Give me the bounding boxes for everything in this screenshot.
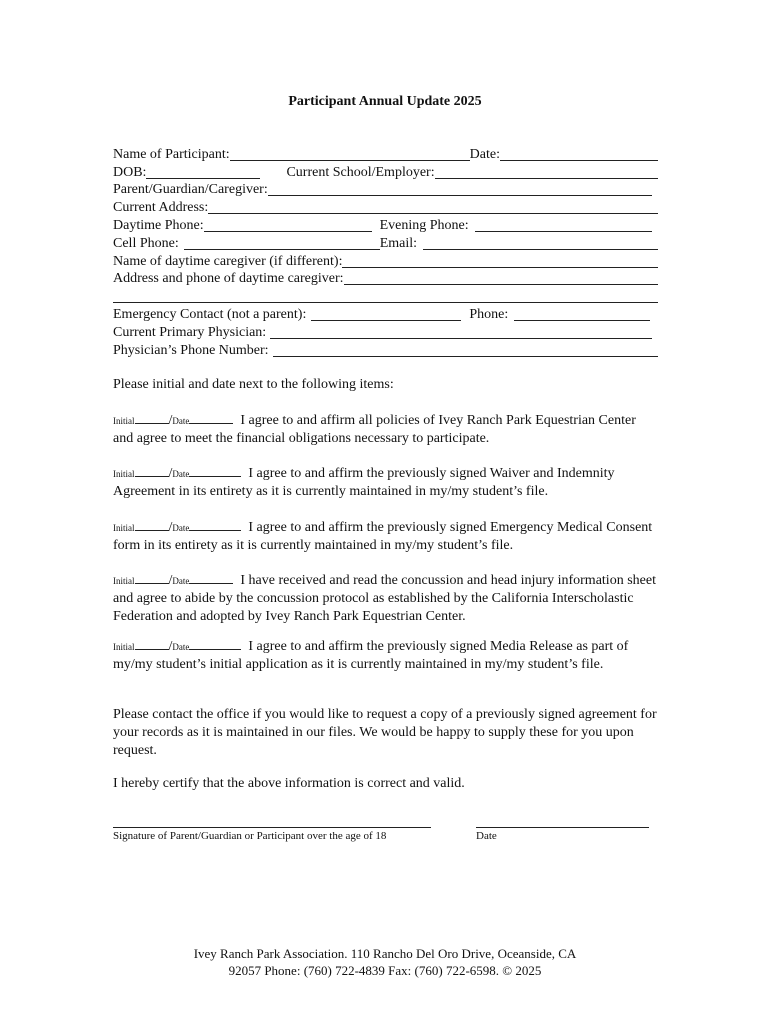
daytime-phone-label: Daytime Phone: <box>113 217 204 233</box>
initial-label: Initial <box>113 416 135 426</box>
initial-field-2[interactable] <box>135 465 169 477</box>
footer-line-2: 92057 Phone: (760) 722-4839 Fax: (760) 722-6598. © 2025 <box>228 963 542 978</box>
row-emergency <box>113 305 658 323</box>
footer-line-1: Ivey Ranch Park Association. 110 Rancho Del Oro Drive, Oceanside, CA <box>193 946 577 961</box>
item-3: Initial /Date I agree to and affirm the previously signed Emergency Medical Consent form in its entirety as it is currently maintained in my/my student’s file. <box>113 520 653 553</box>
date-label-small: Date <box>172 416 190 426</box>
item-1: Initial /Date I agree to and affirm all policies of Ivey Ranch Park Equestrian Center and agree to meet the financial obligations necessary to participate. <box>113 413 636 446</box>
cell-phone-field[interactable] <box>184 236 380 250</box>
row-phones <box>113 216 658 234</box>
caregiver-field[interactable] <box>342 254 658 268</box>
dob-label: DOB: <box>113 164 147 180</box>
item-2-text: I agree to and affirm the previously signed Waiver and Indemnity Agreement in its entirety as it is currently maintained in my/my student’s file. <box>113 466 615 499</box>
participant-name-label: Name of Participant: <box>113 146 230 162</box>
footer <box>0 945 770 979</box>
physician-phone-field[interactable] <box>273 343 658 357</box>
physician-phone-label: Physician’s Phone Number: <box>113 342 269 358</box>
parent-label: Parent/Guardian/Caregiver: <box>113 182 268 198</box>
email-label: Email: <box>379 235 418 251</box>
emergency-phone-label: Phone: <box>469 306 509 322</box>
page-title: Participant Annual Update 2025 <box>288 94 482 109</box>
date-field-4[interactable] <box>189 572 233 584</box>
item-3-text: I agree to and affirm the previously signed Emergency Medical Consent form in its entirety as it is currently maintained in my/my student’s file. <box>113 520 653 553</box>
parent-field[interactable] <box>268 182 652 196</box>
signature-date-field[interactable] <box>476 815 649 828</box>
initial-field-5[interactable] <box>135 638 169 650</box>
row-caregiver-address <box>113 270 658 288</box>
address-label: Current Address: <box>113 200 209 216</box>
row-blank <box>113 287 658 305</box>
date-field-3[interactable] <box>189 519 241 531</box>
row-physician-phone <box>113 341 658 359</box>
signature-date-label: Date <box>476 830 497 842</box>
physician-label: Current Primary Physician: <box>113 324 267 340</box>
date-field-5[interactable] <box>189 638 241 650</box>
row-dob-school <box>113 163 658 181</box>
evening-phone-label: Evening Phone: <box>379 217 469 233</box>
cell-phone-label: Cell Phone: <box>113 235 179 251</box>
intro-text: Please initial and date next to the following items: <box>113 377 394 392</box>
initial-field-1[interactable] <box>135 412 169 424</box>
daytime-phone-field[interactable] <box>204 218 372 232</box>
contact-note: Please contact the office if you would like to request a copy of a previously signed agreement for your records as it is maintained in our files. We would be happy to supply these for you upon request. <box>113 707 657 758</box>
signature-date-block <box>476 815 649 842</box>
date-field-2[interactable] <box>189 465 241 477</box>
date-label-small: Date <box>172 469 190 479</box>
row-address <box>113 198 658 216</box>
row-name-date <box>113 145 658 163</box>
emergency-phone-field[interactable] <box>514 307 650 321</box>
date-label-small: Date <box>172 642 190 652</box>
email-field[interactable] <box>423 236 658 250</box>
item-1-text: I agree to and affirm all policies of Ivey Ranch Park Equestrian Center and agree to meet the financial obligations necessary to participate. <box>113 413 636 446</box>
date-label-small: Date <box>172 576 190 586</box>
dob-field[interactable] <box>146 165 260 179</box>
physician-field[interactable] <box>270 325 652 339</box>
initial-label: Initial <box>113 576 135 586</box>
date-field-1[interactable] <box>189 412 233 424</box>
evening-phone-field[interactable] <box>475 218 652 232</box>
school-field[interactable] <box>435 165 658 179</box>
certify-text: I hereby certify that the above information is correct and valid. <box>113 776 465 791</box>
row-cell-email <box>113 234 658 252</box>
row-caregiver <box>113 252 658 270</box>
caregiver-address-label: Address and phone of daytime caregiver: <box>113 271 344 287</box>
row-physician <box>113 323 658 341</box>
signature-block <box>113 815 431 842</box>
date-label-small: Date <box>172 523 190 533</box>
row-parent <box>113 181 658 199</box>
address-field[interactable] <box>208 200 658 214</box>
caregiver-address-field[interactable] <box>344 271 658 285</box>
initial-label: Initial <box>113 642 135 652</box>
caregiver-address-field-2[interactable] <box>113 289 658 303</box>
item-4-text: I have received and read the concussion and head injury information sheet and agree to abide by the concussion protocol as established by the California Interscholastic Federation and adopted by Ivey Ranch Park Equestrian Center. <box>113 573 656 624</box>
caregiver-label: Name of daytime caregiver (if different): <box>113 253 343 269</box>
initial-field-4[interactable] <box>135 572 169 584</box>
item-2: Initial /Date I agree to and affirm the previously signed Waiver and Indemnity Agreement in its entirety as it is currently maintained in my/my student’s file. <box>113 466 615 499</box>
initial-field-3[interactable] <box>135 519 169 531</box>
school-label: Current School/Employer: <box>286 164 435 180</box>
initial-label: Initial <box>113 469 135 479</box>
item-4: Initial /Date I have received and read the concussion and head injury information sheet and agree to abide by the concussion protocol as established by the California Interscholastic Federation and adopted by Ivey Ranch Park Equestrian Center. <box>113 573 656 624</box>
emergency-field[interactable] <box>311 307 461 321</box>
participant-name-field[interactable] <box>230 147 470 161</box>
item-5-text: I agree to and affirm the previously signed Media Release as part of my/my student’s initial application as it is currently maintained in my/my student’s file. <box>113 639 629 672</box>
emergency-label: Emergency Contact (not a parent): <box>113 306 307 322</box>
signature-field[interactable] <box>113 815 431 828</box>
item-5: Initial /Date I agree to and affirm the previously signed Media Release as part of my/my student’s initial application as it is currently maintained in my/my student’s file. <box>113 639 629 672</box>
initial-label: Initial <box>113 523 135 533</box>
date-field[interactable] <box>500 147 658 161</box>
signature-label: Signature of Parent/Guardian or Participant over the age of 18 <box>113 830 387 842</box>
date-label: Date: <box>469 146 500 162</box>
participant-fields <box>113 145 658 359</box>
